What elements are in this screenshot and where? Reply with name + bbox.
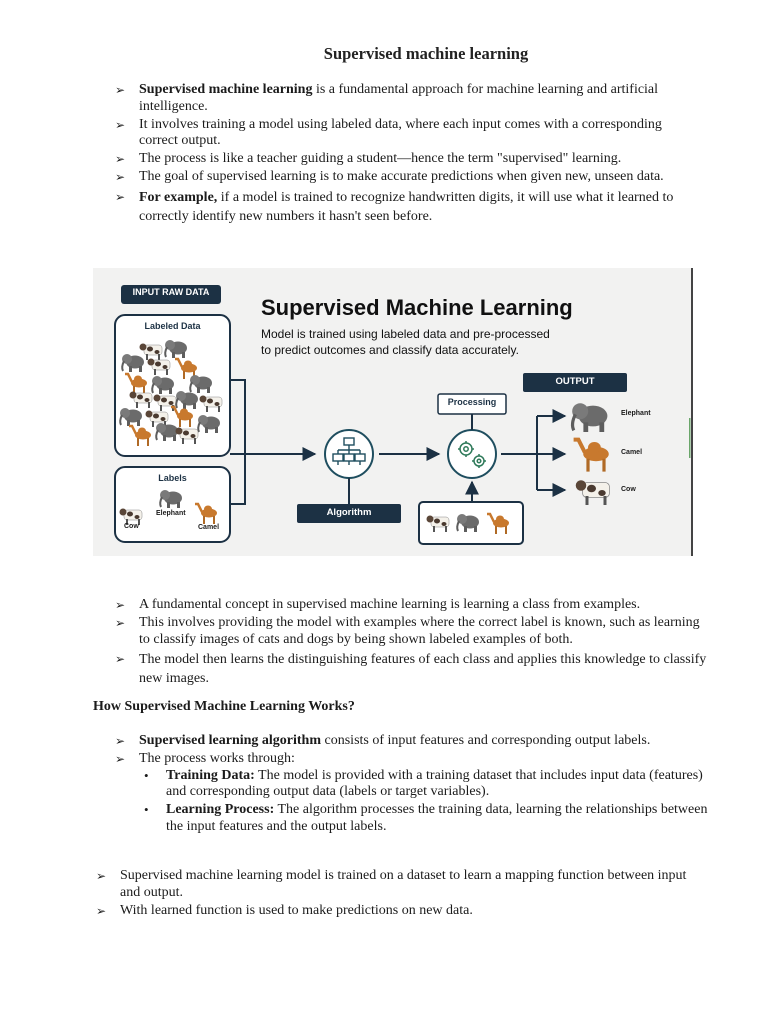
final-list (96, 868, 710, 919)
list-item (115, 615, 714, 648)
bold-term: Learning Process: (166, 802, 275, 818)
output-badge: OUTPUT (555, 376, 595, 387)
arrow-bullet-icon: ➢ (115, 651, 126, 666)
label-cow: Cow (124, 523, 139, 530)
bold-term: Supervised machine learning (139, 82, 313, 97)
arrow-bullet-icon: ➢ (115, 152, 126, 167)
list-item (115, 151, 699, 168)
input-raw-data-badge: INPUT RAW DATA (132, 287, 210, 297)
arrow-bullet-icon: ➢ (96, 869, 107, 883)
list-item (115, 597, 714, 614)
figure-title: Supervised Machine Learning (261, 295, 573, 320)
list-item (115, 116, 699, 150)
arrow-bullet-icon: ➢ (115, 117, 126, 132)
sub-list-item (144, 767, 714, 801)
arrow-bullet-icon: ➢ (96, 903, 107, 918)
list-item-text: The process works through: (139, 751, 295, 767)
supervised-learning-figure (93, 268, 691, 556)
list-item (96, 868, 710, 901)
section-heading: How Supervised Machine Learning Works? (93, 699, 355, 714)
list-item-text: The goal of supervised learning is to make accurate predictions when given new, unseen data. (139, 169, 664, 185)
list-item (115, 733, 714, 750)
dot-bullet-icon: • (144, 767, 149, 783)
arrow-bullet-icon: ➢ (115, 734, 126, 748)
bold-term: For example, (139, 189, 218, 205)
list-item-text: consists of input features and corresponding output labels. (321, 733, 651, 748)
intro-list (115, 82, 699, 226)
concept-list (115, 597, 714, 688)
output-cow-label: Cow (621, 486, 636, 493)
list-item-text: The process is like a teacher guiding a student—hence the term "supervised" learning. (139, 151, 622, 167)
labels-label: Labels (158, 473, 187, 483)
list-item-text: The model is provided with a training dataset that includes input data (features) and corresponding output data (labels or target variables). (166, 767, 703, 800)
arrow-bullet-icon: ➢ (115, 189, 126, 204)
arrow-bullet-icon: ➢ (115, 752, 126, 767)
figure-edge (691, 268, 693, 556)
bold-term: Supervised learning algorithm (139, 733, 322, 748)
output-camel-label: Camel (621, 449, 643, 456)
labeled-data-label: Labeled Data (144, 321, 201, 331)
figure-subtitle-line1: Model is trained using labeled data and pre-processed (261, 327, 550, 341)
arrow-bullet-icon: ➢ (115, 598, 126, 612)
bold-term: Training Data: (166, 767, 255, 783)
how-list (115, 733, 714, 836)
document-title: Supervised machine learning (323, 44, 529, 63)
arrow-bullet-icon: ➢ (115, 616, 126, 631)
list-item-text: Supervised machine learning model is trained on a dataset to learn a mapping function between input and output. (120, 868, 687, 900)
dot-bullet-icon: • (144, 802, 149, 818)
sub-list (144, 767, 714, 836)
sub-list-item (144, 802, 714, 835)
list-item (115, 188, 699, 226)
list-item-text: With learned function is used to make predictions on new data. (120, 902, 473, 918)
figure-subtitle-line2: to predict outcomes and classify data accurately. (261, 343, 519, 357)
algorithm-label: Algorithm (326, 507, 372, 518)
arrow-bullet-icon: ➢ (115, 83, 126, 97)
list-item-text: It involves training a model using labeled data, where each input comes with a corresponding correct output. (139, 116, 662, 149)
list-item (115, 82, 699, 115)
processing-node (448, 430, 496, 478)
list-item (96, 902, 710, 920)
label-elephant: Elephant (156, 510, 186, 517)
output-elephant-label: Elephant (621, 410, 651, 417)
list-item (115, 751, 714, 835)
list-item-text: if a model is trained to recognize handwritten digits, it will use what it learned to correctly identify new numbers it hasn't seen before. (139, 189, 674, 224)
label-camel: Camel (198, 524, 220, 531)
list-item (115, 169, 699, 186)
list-item (115, 650, 714, 688)
arrow-bullet-icon: ➢ (115, 170, 126, 185)
list-item-text: The model then learns the distinguishing features of each class and applies this knowledge to classify new images. (139, 651, 707, 686)
list-item-text: A fundamental concept in supervised machine learning is learning a class from examples. (139, 597, 641, 612)
list-item-text: is a fundamental approach for machine learning and artificial intelligence. (139, 82, 659, 114)
list-item-text: The algorithm processes the training data, learning the relationships between the input features and the output labels. (166, 802, 708, 834)
processing-label: Processing (447, 397, 497, 407)
list-item-text: This involves providing the model with examples where the correct label is known, such as learning to classify images of cats and dogs by being shown labeled examples of both. (139, 615, 700, 647)
